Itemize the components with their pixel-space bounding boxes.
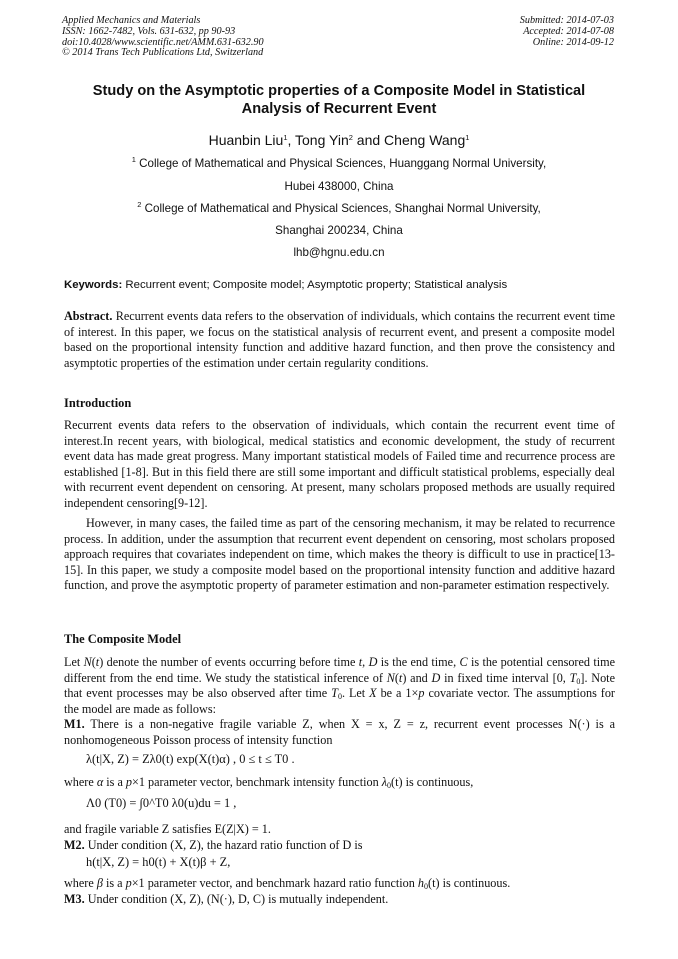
introduction-paragraph-2: However, in many cases, the failed time as part of the censoring mechanism, it may be related to recurrence process. In addition, under the assumption that recurrent event dependent on censoring, most scholars proposed approach requires that covariates independent on time, which makes the theory is difficult to use in practice[13-15]. In this paper, we study a composite model based on the proportional intensity function and additive hazard function, and prove the asymptotic property of parameter estimation and non-parameter estimation respectively. <box>64 516 615 593</box>
author-1: Huanbin Liu <box>208 132 284 148</box>
title-line-1: Study on the Asymptotic properties of a Composite Model in Statistical <box>92 83 586 99</box>
m2-where-clause: where β is a p×1 parameter vector, and benchmark hazard ratio function $h_0(t)$ is continuous. <box>64 876 511 891</box>
online-date: Online: 2014-09-12 <box>532 36 614 48</box>
assumption-m3: M3. Under condition (X, Z), (N(·), D, C) is mutually independent. <box>64 892 389 906</box>
keywords-label: Keywords: <box>64 279 123 291</box>
fragile-variable-condition: and fragile variable Z satisfies E(Z|X) = 1. <box>64 822 271 836</box>
journal-info <box>62 16 264 59</box>
assumption-m1: M1. There is a non-negative fragile variable Z, when X = x, Z = z, recurrent event processes N(·) is a nonhomogeneous Poisson process of intensity function <box>64 717 615 747</box>
keywords-text: Recurrent event; Composite model; Asymptotic property; Statistical analysis <box>122 279 508 291</box>
title-line-2: Analysis of Recurrent Event <box>241 101 437 117</box>
affiliation-2-line-2: Shanghai 200234, China <box>275 224 403 237</box>
journal-name: Applied Mechanics and Materials <box>62 15 201 26</box>
m1-where-clause: where α is a p×1 parameter vector, benchmark intensity function $\lambda_0(t)$ is continuous, <box>64 775 474 790</box>
equation-hazard-ratio: h(t|X, Z) = h0(t) + X(t)β + Z, <box>86 855 231 869</box>
section-heading-introduction: Introduction <box>64 396 132 410</box>
abstract-text: Recurrent events data refers to the observation of individuals, which contains the recurrent event time of interest. In this paper, we focus on the statistical analysis of recurrent event, and present a composite model based on the proportional intensity function and additive hazard function, and then prove the consistency and asymptotic properties of the estimation under certain regularity conditions. <box>64 309 615 370</box>
journal-copyright: © 2014 Trans Tech Publications Ltd, Switzerland <box>62 47 264 59</box>
equation-intensity-function: λ(t|X, Z) = Zλ0(t) exp(X(t)α) , 0 ≤ t ≤ T0 . <box>86 752 295 766</box>
publication-dates <box>520 16 614 48</box>
author-list: Huanbin Liu$^1$, Tong Yin$^2$ and Cheng Wang$^1$ <box>208 132 470 148</box>
m3-label: M3. <box>64 892 85 906</box>
submitted-date: Submitted: 2014-07-03 <box>519 15 614 26</box>
assumption-m2: M2. Under condition (X, Z), the hazard ratio function of D is <box>64 838 363 852</box>
accepted-date: Accepted: 2014-07-08 <box>523 25 614 37</box>
paper-title <box>40 82 638 118</box>
abstract <box>64 309 615 371</box>
abstract-label: Abstract. <box>64 309 113 323</box>
m1-label: M1. <box>64 717 85 731</box>
equation-cumulative-intensity: Λ0 (T0) = ∫0^T0 λ0(u)du = 1 , <box>86 796 237 810</box>
journal-issn: ISSN: 1662-7482, Vols. 631-632, pp 90-93 <box>62 25 236 37</box>
m2-label: M2. <box>64 838 85 852</box>
author-email: lhb@hgnu.edu.cn <box>293 246 385 259</box>
author-2: Tong Yin <box>295 132 349 148</box>
keywords <box>64 279 624 291</box>
composite-paragraph-1: Let N(t) denote the number of events occurring before time t, D is the end time, C is the potential censored time different from the end time. We study the statistical inference of N(t) and D in fixed time interval [0, $T_0$]. Note that event processes may be also observed after time $T_0$. Let X be a 1×p covariate vector. The assumptions for the model are made as follows: <box>64 655 615 716</box>
affiliation-1-line-1: $^1$ College of Mathematical and Physical Sciences, Huanggang Normal University, <box>131 155 547 170</box>
author-3: Cheng Wang <box>384 132 466 148</box>
affiliation-2-line-1: $^2$ College of Mathematical and Physical Sciences, Shanghai Normal University, <box>137 200 541 215</box>
affiliation-1-line-2: Hubei 438000, China <box>284 180 394 193</box>
introduction-paragraph-1: Recurrent events data refers to the observation of individuals, which contain the recurrent event time of interest.In recent years, with biological, medical statistics and economic development, the study of recurrent event data has made great progress. Many important statistical models of Failed time and recurrence process are established [1-8]. But in this field there are still some important and difficult statistical problems, especially deal with recurrent event dependent on censoring. At present, many scholars proposed methods are usually required independent censoring[9-12]. <box>64 418 615 510</box>
journal-doi: doi:10.4028/www.scientific.net/AMM.631-632.90 <box>62 36 264 48</box>
section-heading-composite-model: The Composite Model <box>64 632 182 646</box>
